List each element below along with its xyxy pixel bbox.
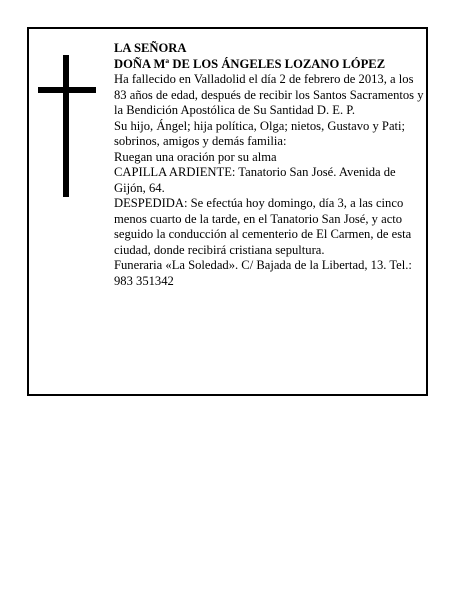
deceased-name: DOÑA Mª DE LOS ÁNGELES LOZANO LÓPEZ [114,56,386,71]
funeral-home: Funeraria «La Soledad». C/ Bajada de la Libertad, 13. Tel.: 983 351342 [114,258,412,288]
cross-vertical-bar [63,55,69,197]
funeral-chapel: CAPILLA ARDIENTE: Tanatorio San José. Avenida de Gijón, 64. [114,165,396,195]
cross-horizontal-bar [38,87,96,93]
obituary-title: LA SEÑORA [114,41,187,55]
death-announcement: Ha fallecido en Valladolid el día 2 de febrero de 2013, a los 83 años de edad, después de recibir los Santos Sacramentos y la Bendición Apostólica de Su Santidad D. E. P. [114,72,424,117]
obituary-text [114,41,424,289]
prayer-request: Ruegan una oración por su alma [114,149,277,164]
farewell-details: DESPEDIDA: Se efectúa hoy domingo, día 3, a las cinco menos cuarto de la tarde, en el Tanatorio San José, y acto seguido la conducción al cementerio de El Carmen, de esta ciudad, donde recibirá cristiana sepultura. [114,196,412,257]
cross-icon [38,55,96,197]
family-list: Su hijo, Ángel; hija política, Olga; nietos, Gustavo y Pati; sobrinos, amigos y demás familia: [114,118,406,148]
